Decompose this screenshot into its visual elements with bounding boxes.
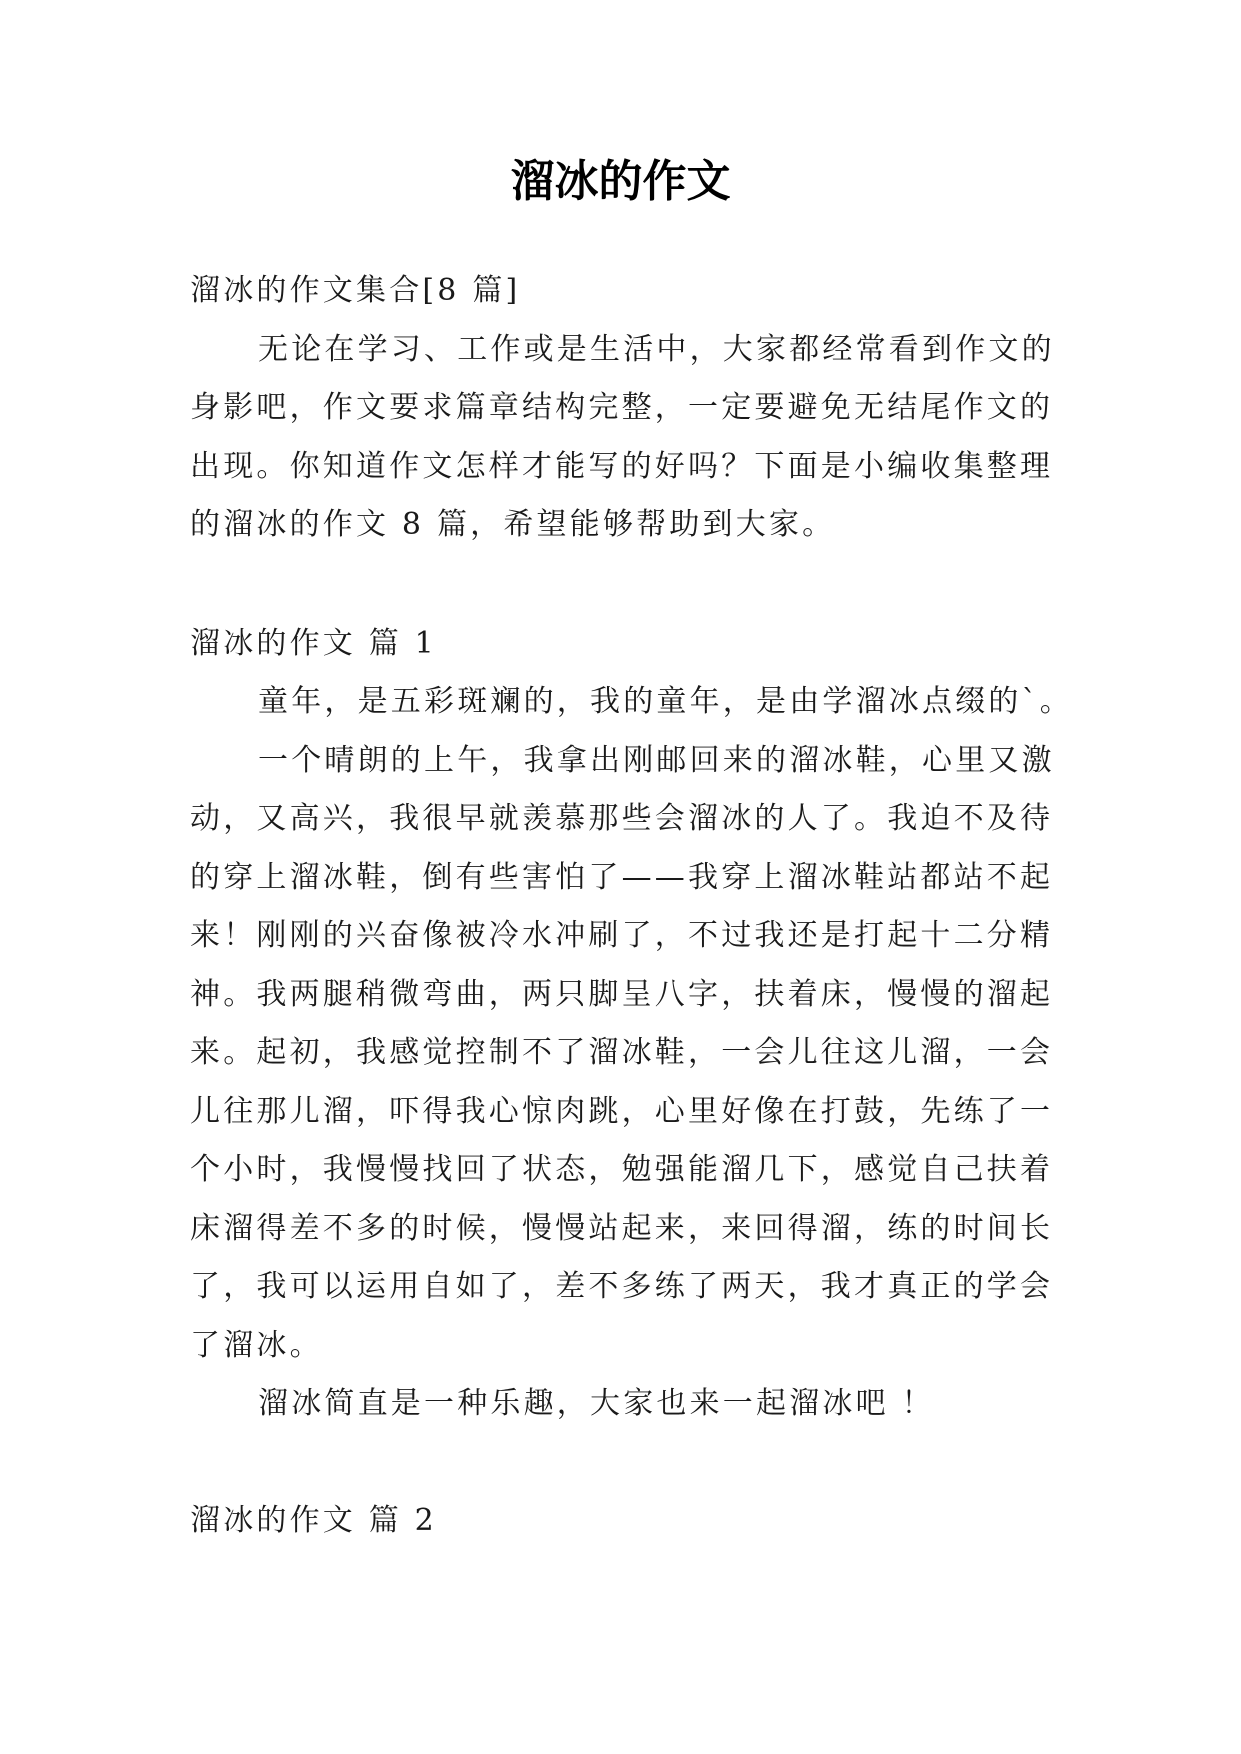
paragraph-line: 童年，是五彩斑斓的，我的童年，是由学溜冰点缀的`。 xyxy=(258,684,1073,719)
paragraph-line: 个小时，我慢慢找回了状态，勉强能溜几下，感觉自己扶着 xyxy=(190,1152,1054,1187)
paragraph-line: 的穿上溜冰鞋，倒有些害怕了——我穿上溜冰鞋站都站不起 xyxy=(190,859,1054,895)
intro-line: 身影吧，作文要求篇章结构完整，一定要避免无结尾作文的 xyxy=(190,390,1054,425)
paragraph-line: 动，又高兴，我很早就羡慕那些会溜冰的人了。我迫不及待 xyxy=(190,801,1054,836)
paragraph-line: 神。我两腿稍微弯曲，两只脚呈八字，扶着床，慢慢的溜起 xyxy=(190,976,1054,1012)
paragraph-line: 床溜得差不多的时候，慢慢站起来，来回得溜，练的时间长 xyxy=(190,1210,1054,1246)
section-heading-2: 溜冰的作文 篇 2 xyxy=(190,1502,437,1538)
paragraph-line: 一个晴朗的上午，我拿出刚邮回来的溜冰鞋，心里又激 xyxy=(258,742,1055,778)
paragraph-line: 来！刚刚的兴奋像被冷水冲刷了，不过我还是打起十二分精 xyxy=(190,918,1054,953)
spacer xyxy=(190,1434,1070,1492)
paragraph-line: 了，我可以运用自如了，差不多练了两天，我才真正的学会 xyxy=(190,1269,1054,1304)
intro-line: 的溜冰的作文 8 篇，希望能够帮助到大家。 xyxy=(190,507,836,542)
intro-line: 无论在学习、工作或是生活中，大家都经常看到作文的 xyxy=(258,331,1055,367)
section-heading-1: 溜冰的作文 篇 1 xyxy=(190,625,437,661)
intro-line: 出现。你知道作文怎样才能写的好吗？下面是小编收集整理 xyxy=(190,448,1054,484)
paragraph-line: 来。起初，我感觉控制不了溜冰鞋，一会儿往这儿溜，一会 xyxy=(190,1035,1054,1070)
paragraph-line: 儿往那儿溜，吓得我心惊肉跳，心里好像在打鼓，先练了一 xyxy=(190,1093,1054,1129)
collection-subtitle: 溜冰的作文集合[8 篇] xyxy=(190,273,521,308)
paragraph-line: 溜冰简直是一种乐趣，大家也来一起溜冰吧 ！ xyxy=(258,1386,935,1421)
page-title: 溜冰的作文 xyxy=(510,156,731,207)
spacer xyxy=(190,555,1070,615)
paragraph-line: 了溜冰。 xyxy=(190,1327,323,1363)
document-body xyxy=(190,262,1073,1550)
